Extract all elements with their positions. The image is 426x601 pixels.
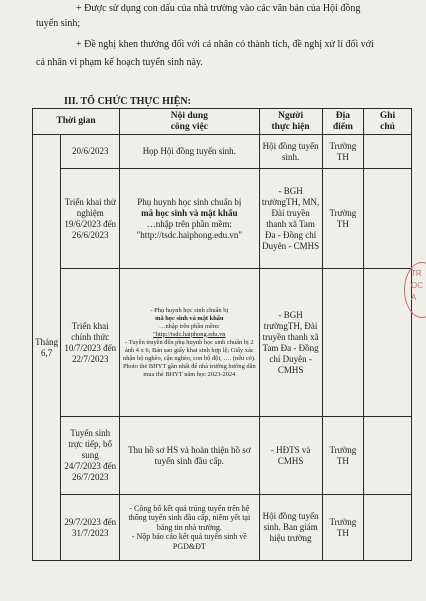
- row3-content-1c: …nhập trên phần mềm:: [159, 322, 220, 330]
- section-title: III. TỔ CHỨC THỰC HIỆN:: [64, 96, 191, 107]
- row4-time: Tuyển sinh trực tiếp, bổ sung 24/7/2023 đến 26/7/2023: [61, 417, 120, 495]
- row5-time: 29/7/2023 đến 31/7/2023: [61, 495, 120, 561]
- row5-content: [120, 495, 259, 561]
- row2-content-link[interactable]: "http://tsdc.haiphong.edu.vn": [136, 229, 243, 240]
- table-header-row: [33, 109, 412, 135]
- row3-content: [120, 269, 259, 417]
- row1-content: Họp Hội đồng tuyển sinh.: [120, 135, 259, 169]
- row3-place: [322, 269, 363, 417]
- row4-person: - HĐTS và CMHS: [259, 417, 322, 495]
- intro-line-1: + Được sử dụng con dấu của nhà trường vào các văn bản của Hội đồng: [76, 3, 361, 14]
- row5-content-1: - Công bố kết quả trúng tuyển trên hệ thống tuyển sinh đầu cấp, niêm yết tại bảng tin nhà trường.: [128, 503, 251, 532]
- row1-time: 20/6/2023: [61, 135, 120, 169]
- row1-place: Trường TH: [322, 135, 363, 169]
- header-content-line1: Nội dung: [170, 110, 208, 121]
- header-note-line1: Ghi: [379, 110, 396, 121]
- row5-person: Hội đồng tuyển sinh. Ban giám hiệu trường: [259, 495, 322, 561]
- stamp-letters-2: ỌC: [411, 281, 423, 290]
- row2-person: - BGH trườngTH, MN, Đài truyền thanh xã Tam Đa - Đồng chí Duyên - CMHS: [259, 169, 322, 269]
- row3-person: - BGH trườngTH, Đài truyền thanh xã Tam Đa - Đồng chí Duyên - CMHS: [259, 269, 322, 417]
- header-content-line2: công việc: [170, 121, 208, 132]
- table-row: [33, 269, 412, 417]
- intro-line-2: + Đề nghị khen thưởng đối với cá nhân có thành tích, đề nghị xử lí đối với: [76, 39, 374, 50]
- header-time: Thời gian: [33, 109, 120, 135]
- implementation-table: [32, 108, 412, 561]
- row1-person: Hội đồng tuyển sinh.: [259, 135, 322, 169]
- row3-content-link[interactable]: "http://tsdc.haiphong.edu.vn: [153, 330, 226, 338]
- row2-content-a: Phụ huynh học sinh chuẩn bị: [137, 196, 242, 207]
- row3-content-2: - Tuyên truyền đến phụ huynh học sinh chuẩn bị 2 ảnh 4 x 6; Bản sao giấy khai sinh hợp lệ; Giấy xác nhận hộ nghèo, cận nghèo, con bộ đội, …. (nếu có). Photo thẻ BHYT gần nhất để nhà trường hướng dẫn mua thẻ BHYT năm học 2023-2024: [122, 338, 256, 378]
- table-row: [33, 495, 412, 561]
- header-place-line2: điểm: [332, 121, 353, 132]
- row2-content: [120, 169, 259, 269]
- header-place-line1: Địa: [335, 110, 350, 121]
- table-row: [33, 169, 412, 269]
- header-place: [322, 109, 363, 135]
- row2-place: Trường TH: [322, 169, 363, 269]
- row3-content-1b: mã học sinh và mật khẩu: [155, 314, 224, 322]
- row4-content: Thu hồ sơ HS và hoàn thiện hồ sơ tuyển sinh đầu cấp.: [120, 417, 259, 495]
- header-note: [364, 109, 412, 135]
- row3-content-1a: - Phụ huynh học sinh chuẩn bị: [150, 306, 229, 314]
- stamp-letters-3: A: [411, 293, 417, 302]
- header-person-line1: Người: [277, 110, 304, 121]
- table-row: [33, 417, 412, 495]
- row5-content-2: - Nộp báo cáo kết quả tuyển sinh về PGD&ĐT: [131, 532, 247, 551]
- header-content: [120, 109, 259, 135]
- row2-note: [364, 169, 412, 269]
- month-cell: Tháng 6,7: [33, 135, 61, 561]
- row3-time: Triển khai chính thức 10/7/2023 đến 22/7/2023: [61, 269, 120, 417]
- row5-note: [364, 495, 412, 561]
- header-person: [259, 109, 322, 135]
- row5-place: Trường TH: [322, 495, 363, 561]
- row2-content-c: …nhập trên phần mềm:: [146, 218, 232, 229]
- header-note-line2: chú: [380, 121, 395, 132]
- table-row: [33, 135, 412, 169]
- row2-content-b: mã học sinh và mật khẩu: [141, 207, 238, 218]
- row4-note: [364, 417, 412, 495]
- row1-note: [364, 135, 412, 169]
- row2-time: Triển khai thử nghiệm 19/6/2023 đến 26/6/2023: [61, 169, 120, 269]
- intro-line-2-cont: cá nhân vi phạm kế hoạch tuyển sinh này.: [36, 57, 203, 68]
- header-person-line2: thực hiện: [271, 121, 310, 132]
- stamp-letters-1: TR: [411, 269, 422, 278]
- intro-line-1-cont: tuyển sinh;: [36, 18, 81, 29]
- row4-place: Trường TH: [322, 417, 363, 495]
